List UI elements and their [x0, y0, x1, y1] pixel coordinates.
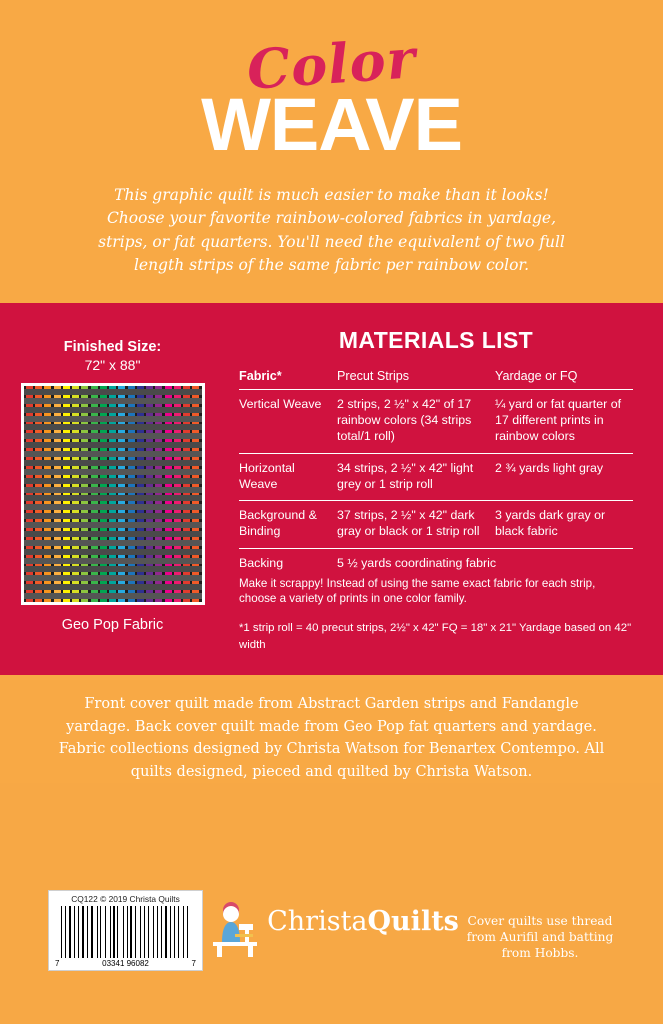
sewing-girl-icon — [209, 902, 261, 963]
quilt-swatch-image — [24, 386, 202, 602]
barcode-caption: CQ122 © 2019 Christa Quilts — [71, 894, 180, 904]
scrappy-note: Make it scrappy! Instead of using the same exact fabric for each strip, choose a variety of prints in one color family. — [239, 577, 596, 606]
fabric-caption: Geo Pop Fabric — [61, 617, 164, 633]
barcode-main-digits: 03341 96082 — [102, 959, 149, 968]
barcode-left-digit: 7 — [55, 959, 60, 968]
row-precut: 5 ½ yards coordinating fabric — [337, 556, 497, 571]
finished-size-label: Finished Size: — [63, 339, 162, 355]
row-precut: 2 strips, 2 ½" x 42" of 17 rainbow colors (34 strips total/1 roll) — [337, 390, 495, 454]
quilt-swatch-frame — [21, 383, 205, 605]
credits-section — [0, 675, 663, 783]
title-script: Color — [244, 26, 418, 102]
materials-table — [239, 368, 633, 574]
row-name: Vertical Weave — [239, 390, 337, 454]
header-fabric: Fabric* — [239, 368, 337, 390]
table-header-row — [239, 368, 633, 390]
cover-header — [0, 0, 663, 303]
row-name: Horizontal Weave — [239, 453, 337, 501]
intro-paragraph: This graphic quilt is much easier to make than it looks! Choose your favorite rainbow-colored fabrics in yardage, strips, or fat quarters. You'll need the equivalent of two full length strips of the same fabric per rainbow color. — [98, 186, 565, 274]
materials-section — [0, 303, 663, 675]
barcode-right-digit: 7 — [191, 959, 196, 968]
brand-logo-text — [267, 902, 459, 935]
table-row — [239, 549, 633, 574]
barcode-icon — [53, 906, 198, 958]
brand-logo — [203, 890, 465, 963]
barcode-block — [48, 890, 203, 971]
materials-column — [225, 321, 663, 653]
thread-credit-note: Cover quilts use thread from Aurifil and batting from Hobbs. — [466, 914, 614, 960]
barcode-digits-row — [53, 958, 198, 968]
table-row — [239, 501, 633, 549]
materials-list-title: MATERIALS LIST — [338, 327, 534, 353]
row-precut: 37 strips, 2 ½" x 42" dark gray or black or 1 strip roll — [337, 501, 495, 549]
title-main: WEAVE — [201, 83, 462, 166]
credits-paragraph: Front cover quilt made from Abstract Garden strips and Fandangle yardage. Back cover quilt made from Geo Pop fat quarters and yardage. Fabric collections designed by Christa Watson for Benartex Contempo. All quilts designed, pieced and quilted by Christa Watson. — [58, 696, 605, 780]
row-yardage: 3 yards dark gray or black fabric — [495, 501, 633, 549]
finished-size-value: 72" x 88" — [84, 357, 141, 373]
row-yardage: 2 ¾ yards light gray — [495, 453, 633, 501]
page-footer — [0, 890, 663, 990]
header-precut-strips: Precut Strips — [337, 368, 495, 390]
row-name: Background & Binding — [239, 501, 337, 549]
row-yardage: ¼ yard or fat quarter of 17 different prints in rainbow colors — [495, 390, 633, 454]
brand-name-bold: Quilts — [367, 906, 459, 937]
row-name: Backing — [239, 556, 284, 571]
materials-footnotes: *1 strip roll = 40 precut strips, 2½" x 42" FQ = 18" x 21" Yardage based on 42" width — [239, 622, 632, 651]
brand-name-light: Christa — [267, 906, 368, 937]
table-row — [239, 390, 633, 454]
header-yardage-fq: Yardage or FQ — [495, 368, 633, 390]
row-precut: 34 strips, 2 ½" x 42" light grey or 1 strip roll — [337, 453, 495, 501]
fabric-preview-column — [0, 321, 225, 653]
table-row — [239, 453, 633, 501]
